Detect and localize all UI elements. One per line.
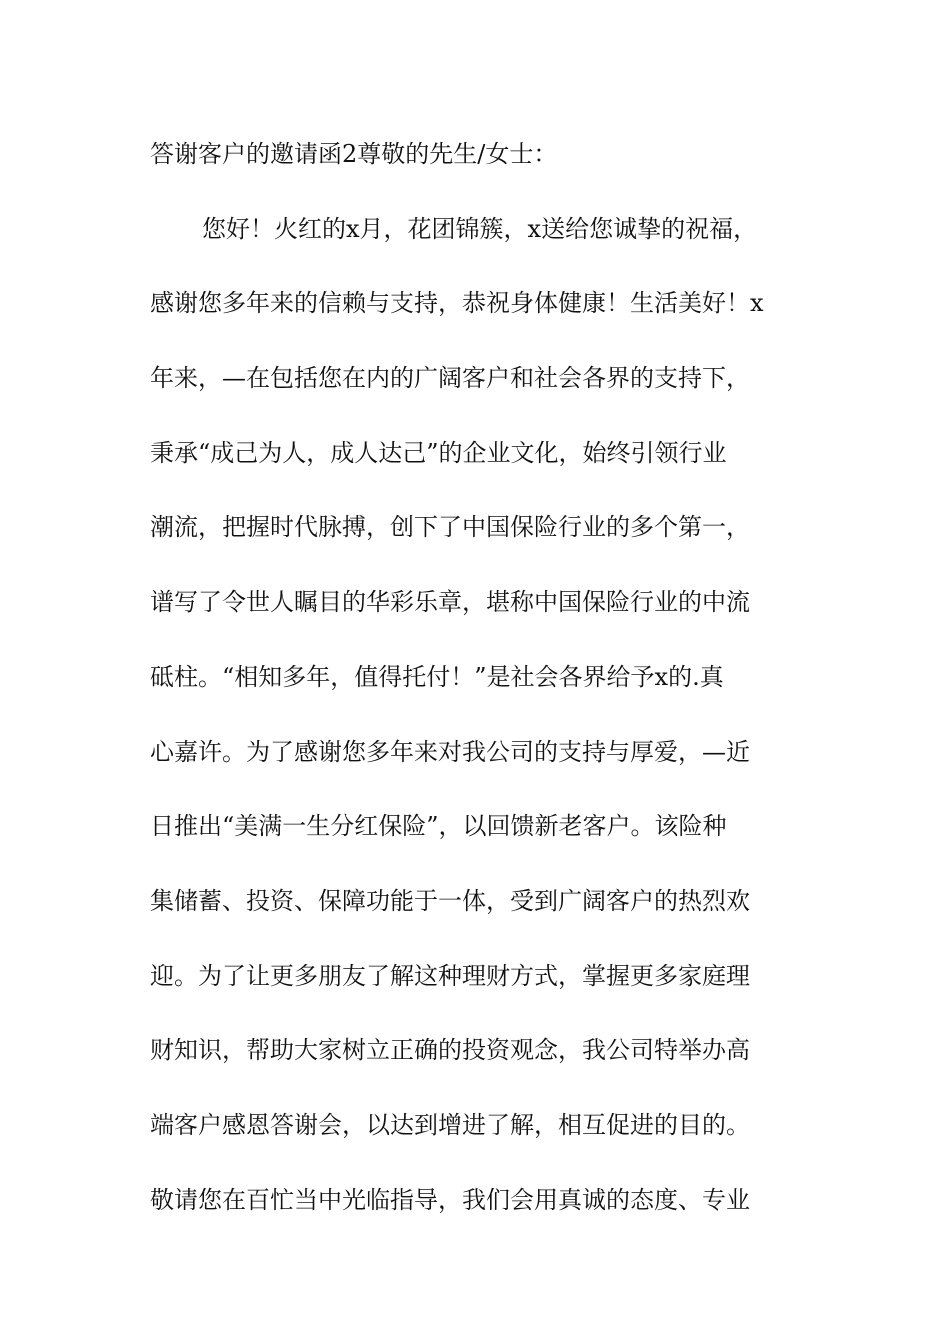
letter-body (150, 124, 810, 1244)
paragraph-line: 端客户感恩答谢会，以达到增进了解，相互促进的目的。 (150, 1110, 750, 1139)
letter-heading-line: 答谢客户的邀请函2尊敬的先生/女士： (150, 140, 558, 168)
paragraph-line: 谱写了令世人瞩目的华彩乐章，堪称中国保险行业的中流 (150, 588, 750, 617)
paragraph-line: 您好！火红的x月，花团锦簇，x送给您诚挚的祝福， (202, 214, 758, 243)
paragraph-line: 秉承“成己为人，成人达己”的企业文化，始终引领行业 (150, 438, 727, 467)
paragraph-line: 年来，—在包括您在内的广阔客户和社会各界的支持下， (150, 364, 750, 393)
paragraph-line: 财知识，帮助大家树立正确的投资观念，我公司特举办高 (150, 1036, 750, 1065)
paragraph-line: 潮流，把握时代脉搏，创下了中国保险行业的多个第一， (150, 513, 750, 542)
paragraph-line: 感谢您多年来的信赖与支持，恭祝身体健康！生活美好！x (150, 289, 764, 318)
paragraph-line: 集储蓄、投资、保障功能于一体，受到广阔客户的热烈欢 (150, 886, 750, 915)
paragraph-line: 心嘉许。为了感谢您多年来对我公司的支持与厚爱，—近 (150, 737, 750, 766)
paragraph-line: 日推出“美满一生分红保险”，以回馈新老客户。该险种 (150, 812, 727, 841)
paragraph-line: 迎。为了让更多朋友了解这种理财方式，掌握更多家庭理 (150, 961, 750, 990)
paragraph-line: 砥柱。“相知多年，值得托付！”是社会各界给予x的.真 (150, 662, 724, 691)
paragraph-line: 敬请您在百忙当中光临指导，我们会用真诚的态度、专业 (150, 1185, 750, 1214)
